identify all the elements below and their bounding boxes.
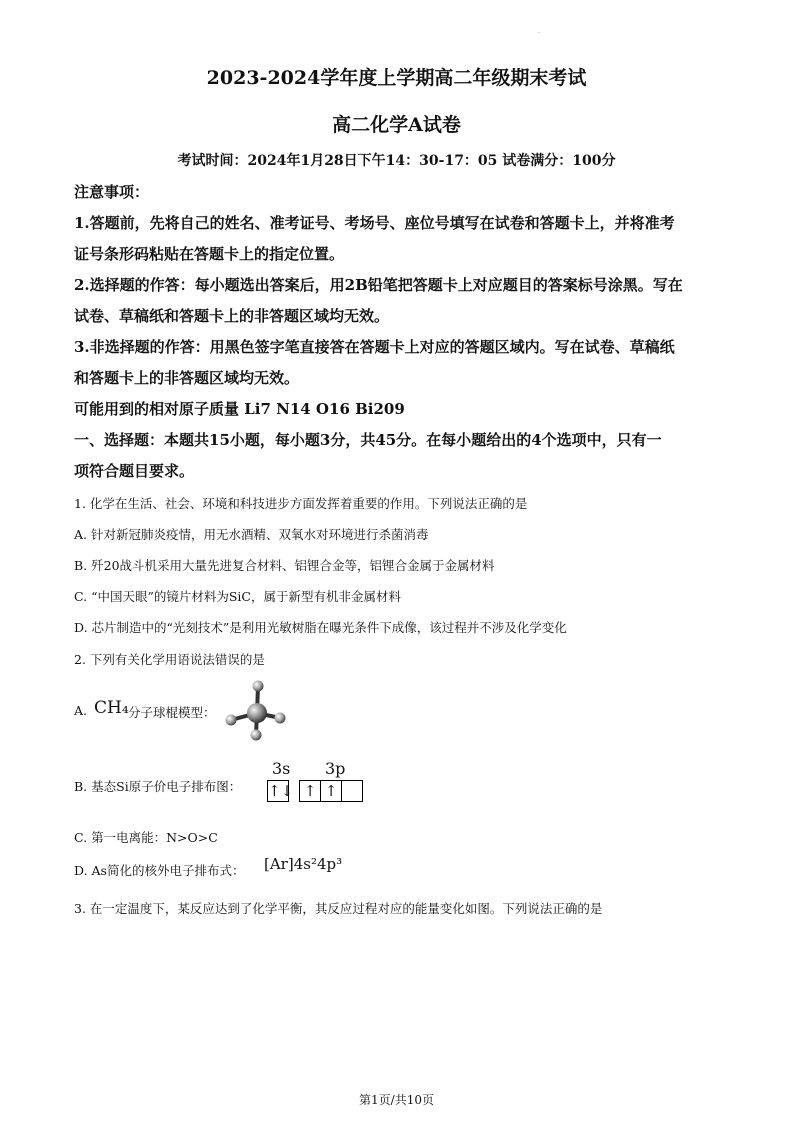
as-electron-configuration: [Ar]4s²4p³ [264,855,343,873]
q1-option-a: A. 针对新冠肺炎疫情，用无水酒精、双氧水对环境进行杀菌消毒 [74,527,429,542]
corner-dot: · [538,30,540,37]
exam-title: 2023-2024学年度上学期高二年级期末考试 [206,67,587,89]
section-1-line2: 项符合题目要求。 [74,462,195,480]
notice-item-1-line2: 证号条形码粘贴在答题卡上的指定位置。 [74,245,345,263]
orbital-box-3p-2: ↑ [320,780,342,802]
q2-option-a-text: 分子球棍模型： [128,705,216,720]
hydrogen-atom-right [275,713,286,724]
q2-stem: 2. 下列有关化学用语说法错误的是 [74,652,265,667]
orbital-diagram [267,780,377,802]
q1-option-d: D. 芯片制造中的“光刻技术”是利用光敏树脂在曝光条件下成像，该过程并不涉及化学变化 [74,620,567,635]
ch4-ball-stick-model [218,678,292,744]
notice-item-3-line2: 和答题卡上的非答题区域均无效。 [74,369,300,387]
notice-item-1-line1: 1.答题前，先将自己的姓名、准考证号、考场号、座位号填写在试卷和答题卡上，并将准考 [74,214,675,232]
exam-subtitle: 高二化学A试卷 [332,114,461,136]
q2-option-a-prefix: A. [74,703,88,718]
notice-item-3-line1: 3.非选择题的作答：用黑色签字笔直接答在答题卡上对应的答题区域内。写在试卷、草稿纸 [74,338,675,356]
hydrogen-atom-bottom [251,730,262,741]
q3-stem: 3. 在一定温度下，某反应达到了化学平衡，其反应过程对应的能量变化如图。下列说法正确的是 [74,901,603,916]
hydrogen-atom-top [253,681,264,692]
section-1-line1: 一、选择题：本题共15小题，每小题3分，共45分。在每小题给出的4个选项中，只有一 [74,431,662,449]
orbital-box-3s: ↑↓ [268,782,294,800]
notice-item-2-line2: 试卷、草稿纸和答题卡上的非答题区域均无效。 [74,307,390,325]
orbital-label-3s: 3s [272,759,291,778]
q1-option-b: B. 歼20战斗机采用大量先进复合材料、铝锂合金等，铝锂合金属于金属材料 [74,558,495,573]
orbital-label-3p: 3p [325,759,346,778]
orbital-box-3p-3 [341,780,363,802]
q2-option-c: C. 第一电离能：N>O>C [74,830,218,845]
q2-option-d-text: D. As简化的核外电子排布式： [74,863,245,878]
q1-stem: 1. 化学在生活、社会、环境和科技进步方面发挥着重要的作用。下列说法正确的是 [74,496,528,511]
notice-item-2-line1: 2.选择题的作答：每小题选出答案后，用2B铅笔把答题卡上对应题目的答案标号涂黑。写在 [74,276,683,294]
page-footer: 第1页/共10页 [359,1093,434,1107]
q2-option-a-formula: CH₄ [94,698,129,718]
notice-heading: 注意事项： [74,183,150,201]
orbital-box-3p-1: ↑ [299,780,321,802]
q2-option-b-text: B. 基态Si原子价电子排布图： [74,779,242,794]
exam-info: 考试时间：2024年1月28日下午14：30-17：05 试卷满分：100分 [177,153,616,169]
carbon-atom [247,703,267,723]
atomic-mass-line: 可能用到的相对原子质量 Li7 N14 O16 Bi209 [74,400,405,418]
q1-option-c: C. “中国天眼”的镜片材料为SiC，属于新型有机非金属材料 [74,589,401,604]
hydrogen-atom-left [226,715,237,726]
